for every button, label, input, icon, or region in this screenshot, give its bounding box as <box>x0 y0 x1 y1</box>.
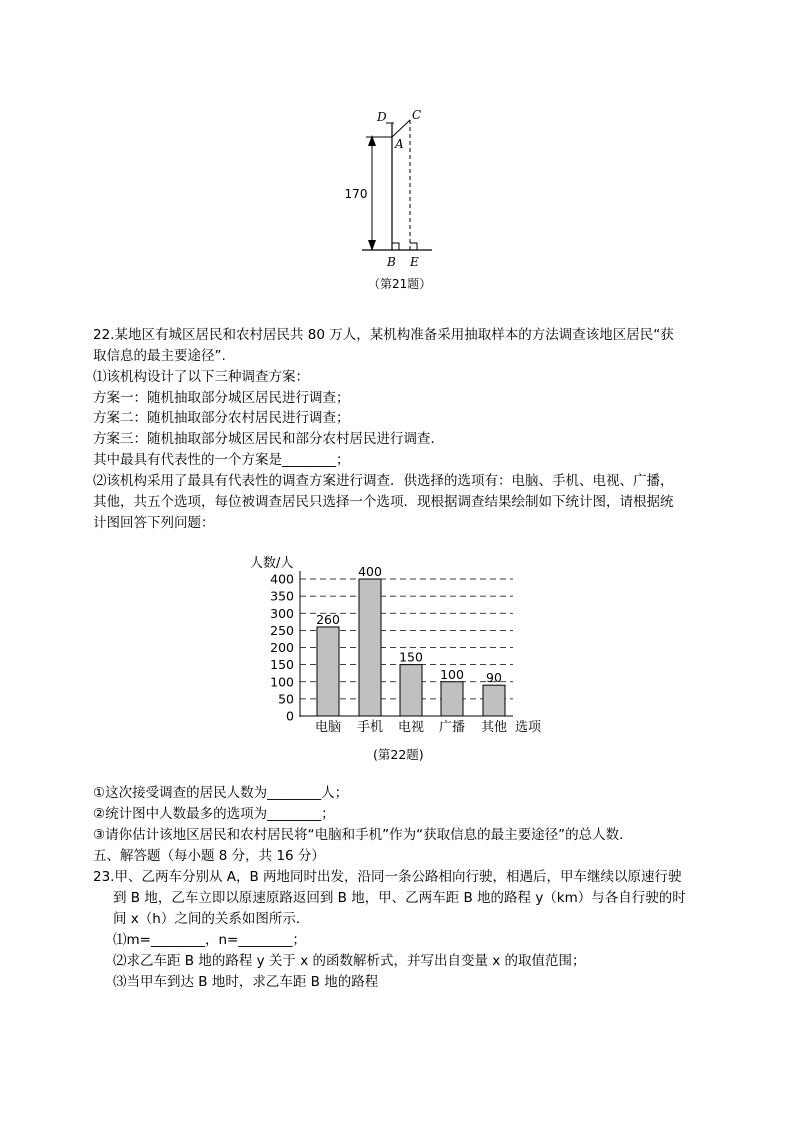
figure-21-diagram <box>0 0 794 300</box>
y-tick-label: 150 <box>270 657 294 673</box>
figure-21-caption: （第21题） <box>368 277 432 291</box>
q22-part2-2: 其他，共五个选项，每位被调查居民只选择一个选项．现根据调查结果绘制如下统计图，请根据统 <box>93 494 674 510</box>
q23-line-6: ⑶当甲车到达 B 地时，求乙车距 B 地的路程 <box>113 974 379 990</box>
bar <box>317 627 339 716</box>
q22-plan1: 方案一：随机抽取部分城区居民进行调查； <box>93 390 350 406</box>
section-5-heading: 五、解答题（每小题 8 分，共 16 分） <box>93 848 325 864</box>
arrow-down <box>368 240 376 251</box>
q23-line-2: 到 B 地，乙车立即以原速原路返回到 B 地，甲、乙两车距 B 地的路程 y（km）与各自行驶的时 <box>113 890 686 906</box>
label-E: E <box>410 255 419 269</box>
category-label: 手机 <box>356 720 384 735</box>
bar-chart <box>0 545 794 765</box>
y-tick-label: 50 <box>278 691 294 707</box>
bar-value-label: 90 <box>486 670 502 686</box>
x-axis-label: 选项 <box>515 720 542 735</box>
q23-line-1: 23.甲、乙两车分别从 A，B 两地同时出发，沿同一条公路相向行驶，相遇后，甲车继续以原速行驶 <box>93 869 682 885</box>
bar <box>400 665 422 716</box>
bar <box>359 579 381 716</box>
right-angle-B <box>392 243 399 250</box>
bar-value-label: 100 <box>440 666 464 682</box>
label-D: D <box>377 110 387 124</box>
bar <box>483 685 505 716</box>
q22-plan2: 方案二：随机抽取部分农村居民进行调查； <box>93 410 350 426</box>
y-tick-label: 400 <box>270 571 294 587</box>
q22-representative: 其中最具有代表性的一个方案是________； <box>93 452 350 468</box>
q22-sub2: ②统计图中人数最多的选项为________； <box>93 806 335 822</box>
y-tick-label: 350 <box>270 588 294 604</box>
q22-plan3: 方案三：随机抽取部分城区居民和部分农村居民进行调查． <box>93 431 444 447</box>
right-angle-E <box>410 243 417 250</box>
q23-line-5: ⑵求乙车距 B 地的路程 y 关于 x 的函数解析式，并写出自变量 x 的取值范围； <box>113 953 586 969</box>
q22-intro-1: 22.某地区有城区居民和农村居民共 80 万人，某机构准备采用抽取样本的方法调查该地区居民“获 <box>93 327 674 343</box>
q22-intro-2: 取信息的最主要途径”. <box>93 348 226 364</box>
label-B: B <box>387 255 396 269</box>
q22-sub3: ③请你估计该地区居民和农村居民将“电脑和手机”作为“获取信息的最主要途径”的总人数． <box>93 827 633 843</box>
bar-value-label: 150 <box>399 649 423 665</box>
q23-line-4: ⑴m=________，n=________； <box>113 932 306 948</box>
q22-part1: ⑴该机构设计了以下三种调查方案： <box>93 369 309 385</box>
y-tick-label: 200 <box>270 640 294 655</box>
label-C: C <box>412 108 422 122</box>
category-label: 电脑 <box>314 720 342 735</box>
bar-value-label: 400 <box>358 564 382 579</box>
label-A: A <box>395 137 404 151</box>
category-label: 广播 <box>438 720 466 735</box>
q22-sub1: ①这次接受调查的居民人数为________人； <box>93 785 349 801</box>
category-label: 其他 <box>480 720 508 735</box>
y-tick-label: 300 <box>270 605 294 621</box>
y-axis-label: 人数/人 <box>250 556 294 571</box>
bar <box>441 682 463 716</box>
y-tick-label: 0 <box>286 708 294 724</box>
segment-AC <box>392 120 410 137</box>
y-tick-label: 250 <box>270 622 294 638</box>
chart-caption: (第22题) <box>373 747 424 762</box>
category-label: 电视 <box>397 720 425 735</box>
y-tick-label: 100 <box>270 674 294 690</box>
bar-value-label: 260 <box>316 611 340 627</box>
height-label: 170 <box>344 187 368 201</box>
q23-line-3: 间 x（h）之间的关系如图所示． <box>113 911 310 927</box>
q22-part2-3: 计图回答下列问题： <box>93 515 215 531</box>
q22-part2-1: ⑵该机构采用了最具有代表性的调查方案进行调查．供选择的选项有：电脑、手机、电视、广播， <box>93 473 674 489</box>
